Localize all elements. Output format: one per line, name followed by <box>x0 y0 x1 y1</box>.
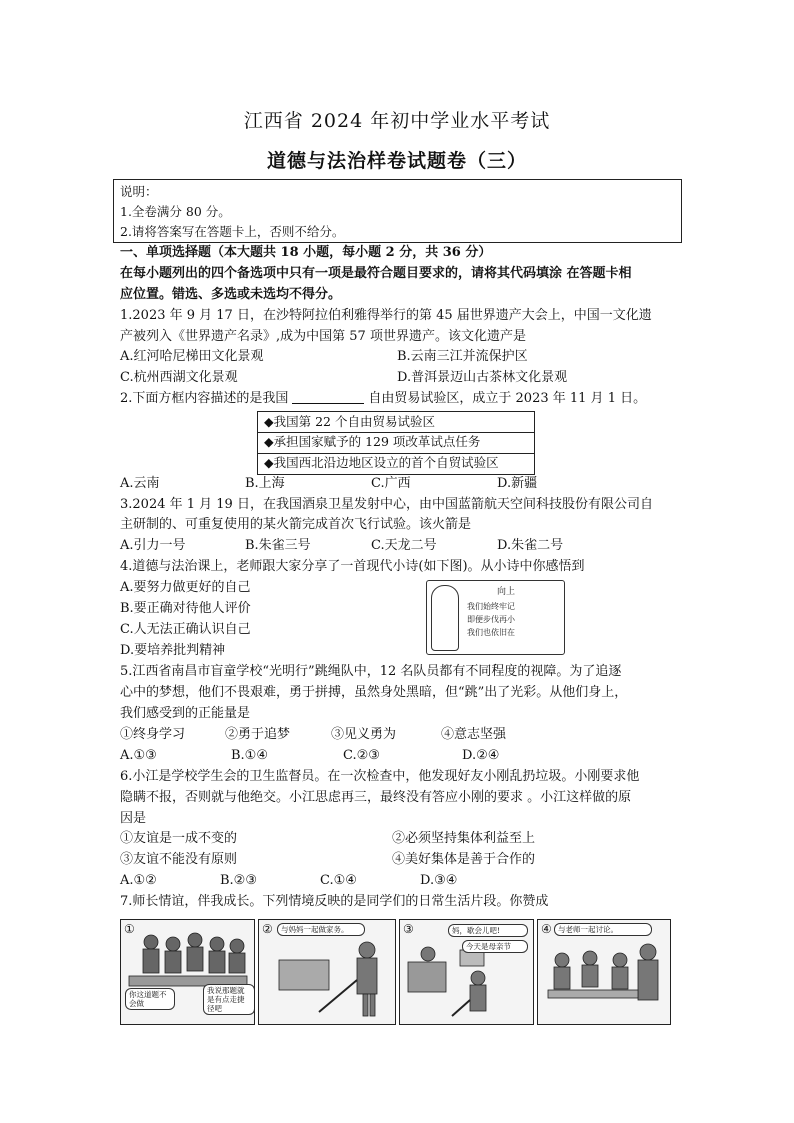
q2-option-d: D.新疆 <box>497 476 538 491</box>
q6-choice-3: ③友谊不能没有原则 <box>120 852 238 867</box>
comic-panel-1 <box>120 919 255 1025</box>
q5-stem-line-1: 5.江西省南昌市盲童学校“光明行”跳绳队中，12 名队员都有不同程度的视障。为了追逐 <box>120 664 622 679</box>
q2-info-box <box>257 411 535 475</box>
q3-option-b: B.朱雀三号 <box>245 538 311 553</box>
q3-option-c: C.天龙二号 <box>371 538 437 553</box>
q5-option-b: B.①④ <box>231 748 268 763</box>
exam-title: 江西省 2024 年初中学业水平考试 <box>243 110 551 132</box>
q4-option-a: A.要努力做更好的自己 <box>120 580 251 595</box>
section-instruction-1: 在每小题列出的四个备选项中只有一项是最符合题目要求的，请将其代码填涂 在答题卡相 <box>120 266 632 281</box>
q5-option-a: A.①③ <box>120 748 157 763</box>
q2-box-line-2: ◆承担国家赋予的 129 项改革试点任务 <box>264 434 481 449</box>
panel-3-bubble-2: 今天是母亲节 <box>462 940 528 953</box>
q2-blank <box>292 390 364 404</box>
section-heading: 一、单项选择题（本大题共 18 小题，每小题 2 分，共 36 分） <box>120 245 492 260</box>
exam-subtitle: 道德与法治样卷试题卷（三） <box>266 150 527 172</box>
scroll-icon <box>431 585 459 651</box>
instructions-box <box>113 179 682 243</box>
q3-option-d: D.朱雀二号 <box>497 538 564 553</box>
q7-stem: 7.师长情谊，伴我成长。下列情境反映的是同学们的日常生活片段。你赞成 <box>120 894 549 909</box>
q4-option-c: C.人无法正确认识自己 <box>120 622 251 637</box>
panel-4-bubble: 与老师一起讨论。 <box>554 923 652 936</box>
poem-title: 向上 <box>497 587 516 597</box>
q5-choice-1: ①终身学习 <box>120 727 186 742</box>
comic-panel-4 <box>537 919 671 1025</box>
q6-choice-4: ④美好集体是善于合作的 <box>392 852 536 867</box>
q6-stem-line-2: 隐瞒不报，否则就与他绝交。小江思虑再三，最终没有答应小刚的要求 。小江这样做的原 <box>120 790 632 805</box>
q1-option-b: B.云南三江并流保护区 <box>397 349 528 364</box>
instructions-head: 说明： <box>120 184 158 199</box>
comic-panel-2 <box>258 919 396 1025</box>
q4-poem-image <box>426 580 565 655</box>
q1-option-d: D.普洱景迈山古茶林文化景观 <box>397 370 568 385</box>
q4-option-b: B.要正确对待他人评价 <box>120 601 251 616</box>
q2-stem <box>120 389 646 409</box>
q3-stem-line-1: 3.2024 年 1 月 19 日，在我国酒泉卫星发射中心，由中国蓝箭航天空间科技股份有限公司自 <box>120 497 653 512</box>
comic-panel-3 <box>399 919 534 1025</box>
q1-stem-line-1: 1.2023 年 9 月 17 日，在沙特阿拉伯利雅得举行的第 45 届世界遗产大会上，中国一文化遗 <box>120 308 652 323</box>
poem-line-2: 即便步伐再小 <box>467 615 515 624</box>
q5-option-c: C.②③ <box>343 748 380 763</box>
q3-option-a: A.引力一号 <box>120 538 186 553</box>
q1-stem-line-2: 产被列入《世界遗产名录》,成为中国第 57 项世界遗产。该文化遗产是 <box>120 329 526 344</box>
q6-option-a: A.①② <box>120 873 157 888</box>
panel-1-bubble-1: 你这道题不会做 <box>125 988 175 1010</box>
q2-option-c: C.广西 <box>371 476 411 491</box>
q2-stem-pre: 2.下面方框内容描述的是我国 <box>120 391 289 406</box>
panel-3-number: ③ <box>403 922 414 936</box>
q2-option-b: B.上海 <box>245 476 285 491</box>
q2-option-a: A.云南 <box>120 476 160 491</box>
panel-1-bubble-2: 我说那题就是有点走捷径吧 <box>203 984 255 1015</box>
q1-option-c: C.杭州西湖文化景观 <box>120 370 238 385</box>
panel-4-number: ④ <box>541 922 552 936</box>
q5-option-d: D.②④ <box>462 748 500 763</box>
q6-option-b: B.②③ <box>220 873 257 888</box>
poem-line-3: 我们也依旧在 <box>467 628 515 637</box>
q5-stem-line-3: 我们感受到的正能量是 <box>120 706 251 721</box>
q6-option-d: D.③④ <box>420 873 458 888</box>
q3-stem-line-2: 主研制的、可重复使用的某火箭完成首次飞行试验。该火箭是 <box>120 517 472 532</box>
q6-option-c: C.①④ <box>320 873 357 888</box>
q5-stem-line-2: 心中的梦想，他们不畏艰难，勇于拼搏，虽然身处黑暗，但“跳”出了光彩。从他们身上， <box>120 685 628 700</box>
instructions-line-2: 2.请将答案写在答题卡上，否则不给分。 <box>120 224 345 239</box>
q1-option-a: A.红河哈尼梯田文化景观 <box>120 349 264 364</box>
q5-choice-2: ②勇于追梦 <box>225 727 291 742</box>
q6-choice-2: ②必须坚持集体利益至上 <box>392 831 536 846</box>
q4-option-d: D.要培养批判精神 <box>120 643 226 658</box>
q6-stem-line-3: 因是 <box>120 811 147 826</box>
q5-choice-3: ③见义勇为 <box>331 727 397 742</box>
q4-stem: 4.道德与法治课上，老师跟大家分享了一首现代小诗(如下图)。从小诗中你感悟到 <box>120 559 585 574</box>
q6-choice-1: ①友谊是一成不变的 <box>120 831 238 846</box>
q2-stem-post: 自由贸易试验区，成立于 2023 年 11 月 1 日。 <box>368 391 647 406</box>
panel-2-number: ② <box>262 922 273 936</box>
panel-3-bubble-1: 妈，歇会儿吧! <box>448 924 528 937</box>
q2-box-line-1: ◆我国第 22 个自由贸易试验区 <box>264 414 435 429</box>
panel-2-bubble: 与妈妈一起做家务。 <box>277 923 365 936</box>
section-instruction-2: 应位置。错选、多选或未选均不得分。 <box>120 287 342 302</box>
q2-box-line-3: ◆我国西北沿边地区设立的首个自贸试验区 <box>264 455 499 470</box>
instructions-line-1: 1.全卷满分 80 分。 <box>120 204 231 219</box>
poem-line-1: 我们始终牢记 <box>467 602 515 611</box>
q5-choice-4: ④意志坚强 <box>441 727 507 742</box>
q6-stem-line-1: 6.小江是学校学生会的卫生监督员。在一次检查中，他发现好友小刚乱扔垃圾。小刚要求他 <box>120 769 640 784</box>
panel-1-number: ① <box>124 922 135 936</box>
